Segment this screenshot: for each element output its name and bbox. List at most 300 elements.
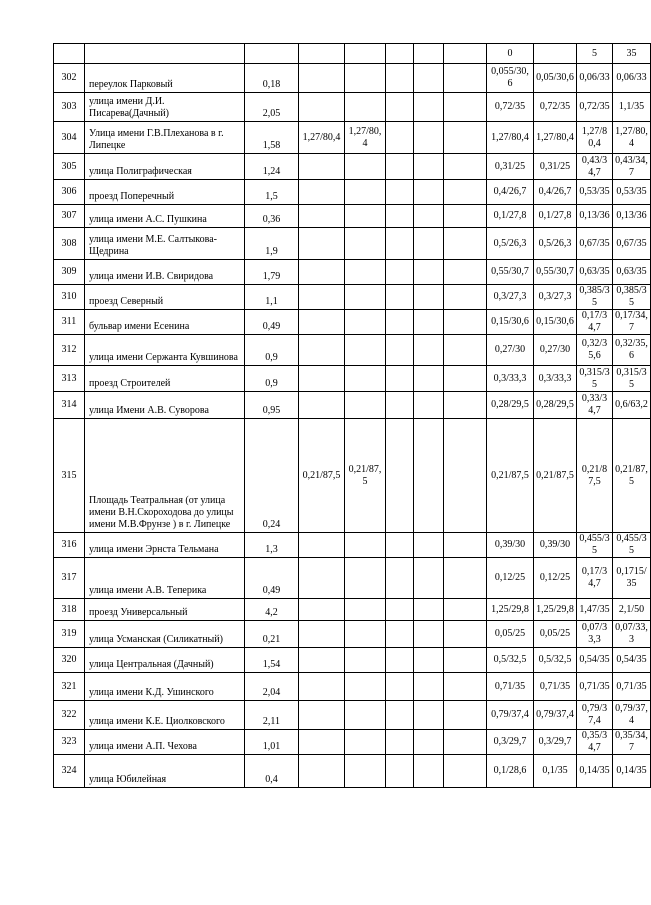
value-cell-c1 (299, 533, 345, 558)
value-cell-c5 (444, 335, 487, 366)
length-cell: 0,9 (245, 366, 299, 392)
value-cell-c6: 0,72/35 (487, 93, 534, 122)
value-cell-c9: 1,27/80,4 (613, 122, 651, 154)
value-cell-c6: 0,21/87,5 (487, 419, 534, 533)
row-number-cell: 321 (54, 673, 85, 701)
value-cell-c3 (386, 673, 414, 701)
value-cell-c5 (444, 260, 487, 285)
row-number-cell: 305 (54, 154, 85, 180)
length-cell: 0,24 (245, 419, 299, 533)
value-cell-c1 (299, 64, 345, 93)
value-cell-c8: 0,14/35 (577, 755, 613, 788)
value-cell-c3 (386, 310, 414, 335)
value-cell-c1 (299, 285, 345, 310)
street-name-cell: улица имени Сержанта Кувшинова (85, 335, 245, 366)
value-cell-c3 (386, 599, 414, 621)
value-cell-c5 (444, 392, 487, 419)
value-cell-c4 (414, 701, 444, 730)
value-cell-c8: 5 (577, 44, 613, 64)
length-cell: 1,01 (245, 730, 299, 755)
value-cell-c3 (386, 260, 414, 285)
value-cell-c4 (414, 285, 444, 310)
value-cell-c3 (386, 730, 414, 755)
value-cell-c9: 0,17/34,7 (613, 310, 651, 335)
row-number-cell: 318 (54, 599, 85, 621)
table-row (54, 260, 651, 285)
length-cell: 0,36 (245, 205, 299, 228)
value-cell-c1 (299, 154, 345, 180)
value-cell-c6: 0,28/29,5 (487, 392, 534, 419)
length-cell: 1,9 (245, 228, 299, 260)
value-cell-c7: 0,5/32,5 (534, 648, 577, 673)
value-cell-c7: 1,27/80,4 (534, 122, 577, 154)
value-cell-c9: 0,79/37,4 (613, 701, 651, 730)
value-cell-c3 (386, 366, 414, 392)
value-cell-c9: 0,53/35 (613, 180, 651, 205)
value-cell-c8: 0,17/34,7 (577, 558, 613, 599)
value-cell-c6: 0,39/30 (487, 533, 534, 558)
value-cell-c4 (414, 366, 444, 392)
value-cell-c6: 0,55/30,7 (487, 260, 534, 285)
length-cell: 1,79 (245, 260, 299, 285)
table-row (54, 64, 651, 93)
value-cell-c3 (386, 755, 414, 788)
length-cell: 1,24 (245, 154, 299, 180)
street-name-cell: проезд Универсальный (85, 599, 245, 621)
value-cell-c5 (444, 64, 487, 93)
value-cell-c8: 0,71/35 (577, 673, 613, 701)
value-cell-c7: 0,5/26,3 (534, 228, 577, 260)
value-cell-c4 (414, 755, 444, 788)
table-row (54, 533, 651, 558)
value-cell-c5 (444, 285, 487, 310)
street-name-cell: улица имени К.Е. Циолковского (85, 701, 245, 730)
street-name-cell: улица имени Эрнста Тельмана (85, 533, 245, 558)
value-cell-c9: 0,06/33 (613, 64, 651, 93)
value-cell-c9: 1,1/35 (613, 93, 651, 122)
value-cell-c6: 0,12/25 (487, 558, 534, 599)
value-cell-c5 (444, 154, 487, 180)
value-cell-c6: 0,1/28,6 (487, 755, 534, 788)
value-cell-c9: 0,315/35 (613, 366, 651, 392)
table-row (54, 93, 651, 122)
value-cell-c9: 0,6/63,2 (613, 392, 651, 419)
length-cell: 1,58 (245, 122, 299, 154)
value-cell-c8: 0,17/34,7 (577, 310, 613, 335)
value-cell-c2 (345, 260, 386, 285)
value-cell-c5 (444, 533, 487, 558)
road-table (53, 43, 651, 788)
table-row (54, 730, 651, 755)
value-cell-c2 (345, 205, 386, 228)
value-cell-c4 (414, 180, 444, 205)
value-cell-c8: 0,07/33,3 (577, 621, 613, 648)
value-cell-c1 (299, 730, 345, 755)
street-name-cell: улица имени А.С. Пушкина (85, 205, 245, 228)
value-cell-c1: 1,27/80,4 (299, 122, 345, 154)
value-cell-c4 (414, 533, 444, 558)
row-number-cell: 308 (54, 228, 85, 260)
value-cell-c2 (345, 154, 386, 180)
row-number-cell: 320 (54, 648, 85, 673)
street-name-cell: проезд Поперечный (85, 180, 245, 205)
table-row (54, 310, 651, 335)
value-cell-c2 (345, 392, 386, 419)
value-cell-c3 (386, 533, 414, 558)
value-cell-c7: 0,05/30,6 (534, 64, 577, 93)
value-cell-c8: 0,67/35 (577, 228, 613, 260)
value-cell-c7: 0,21/87,5 (534, 419, 577, 533)
table-row (54, 44, 651, 64)
value-cell-c1 (299, 701, 345, 730)
row-number-cell (54, 44, 85, 64)
value-cell-c2 (345, 44, 386, 64)
table-row (54, 673, 651, 701)
value-cell-c9: 0,385/35 (613, 285, 651, 310)
table-row (54, 366, 651, 392)
value-cell-c9: 0,21/87,5 (613, 419, 651, 533)
value-cell-c4 (414, 673, 444, 701)
value-cell-c6: 0,4/26,7 (487, 180, 534, 205)
length-cell: 0,9 (245, 335, 299, 366)
value-cell-c1 (299, 44, 345, 64)
value-cell-c4 (414, 44, 444, 64)
value-cell-c7: 0,28/29,5 (534, 392, 577, 419)
value-cell-c2 (345, 335, 386, 366)
value-cell-c5 (444, 228, 487, 260)
value-cell-c1 (299, 558, 345, 599)
value-cell-c9: 0,71/35 (613, 673, 651, 701)
value-cell-c9: 0,32/35,6 (613, 335, 651, 366)
row-number-cell: 309 (54, 260, 85, 285)
value-cell-c3 (386, 228, 414, 260)
length-cell: 2,04 (245, 673, 299, 701)
value-cell-c2 (345, 621, 386, 648)
length-cell: 0,4 (245, 755, 299, 788)
value-cell-c4 (414, 260, 444, 285)
value-cell-c7: 0,05/25 (534, 621, 577, 648)
value-cell-c5 (444, 755, 487, 788)
length-cell: 2,11 (245, 701, 299, 730)
street-name-cell: улица имени М.Е. Салтыкова-Щедрина (85, 228, 245, 260)
value-cell-c2 (345, 599, 386, 621)
length-cell: 1,1 (245, 285, 299, 310)
value-cell-c8: 0,315/35 (577, 366, 613, 392)
value-cell-c8: 0,32/35,6 (577, 335, 613, 366)
street-name-cell: улица имени Д.И. Писарева(Дачный) (85, 93, 245, 122)
value-cell-c8: 0,63/35 (577, 260, 613, 285)
value-cell-c6: 0,27/30 (487, 335, 534, 366)
value-cell-c9: 0,14/35 (613, 755, 651, 788)
length-cell: 2,05 (245, 93, 299, 122)
length-cell: 0,95 (245, 392, 299, 419)
value-cell-c2 (345, 701, 386, 730)
value-cell-c3 (386, 558, 414, 599)
length-cell: 0,49 (245, 558, 299, 599)
row-number-cell: 319 (54, 621, 85, 648)
street-name-cell: проезд Строителей (85, 366, 245, 392)
value-cell-c9: 2,1/50 (613, 599, 651, 621)
value-cell-c6: 1,25/29,8 (487, 599, 534, 621)
value-cell-c1 (299, 673, 345, 701)
value-cell-c8: 0,06/33 (577, 64, 613, 93)
value-cell-c3 (386, 44, 414, 64)
value-cell-c2 (345, 180, 386, 205)
row-number-cell: 306 (54, 180, 85, 205)
value-cell-c9: 0,35/34,7 (613, 730, 651, 755)
street-name-cell: улица Центральная (Дачный) (85, 648, 245, 673)
value-cell-c8: 0,455/35 (577, 533, 613, 558)
value-cell-c3 (386, 64, 414, 93)
value-cell-c2 (345, 310, 386, 335)
value-cell-c8: 0,21/87,5 (577, 419, 613, 533)
value-cell-c5 (444, 44, 487, 64)
value-cell-c2: 0,21/87,5 (345, 419, 386, 533)
value-cell-c3 (386, 701, 414, 730)
value-cell-c9: 0,07/33,3 (613, 621, 651, 648)
row-number-cell: 315 (54, 419, 85, 533)
value-cell-c4 (414, 205, 444, 228)
value-cell-c6: 0,5/26,3 (487, 228, 534, 260)
value-cell-c3 (386, 122, 414, 154)
value-cell-c3 (386, 335, 414, 366)
value-cell-c7 (534, 44, 577, 64)
value-cell-c5 (444, 648, 487, 673)
street-name-cell: бульвар имени Есенина (85, 310, 245, 335)
value-cell-c6: 0,05/25 (487, 621, 534, 648)
table-row (54, 599, 651, 621)
value-cell-c4 (414, 64, 444, 93)
value-cell-c6: 0,3/27,3 (487, 285, 534, 310)
table-row (54, 228, 651, 260)
value-cell-c1 (299, 260, 345, 285)
table-row (54, 392, 651, 419)
value-cell-c4 (414, 122, 444, 154)
value-cell-c6: 0,15/30,6 (487, 310, 534, 335)
value-cell-c7: 1,25/29,8 (534, 599, 577, 621)
value-cell-c4 (414, 228, 444, 260)
value-cell-c7: 0,3/29,7 (534, 730, 577, 755)
value-cell-c1 (299, 599, 345, 621)
street-name-cell: улица имени И.В. Свиридова (85, 260, 245, 285)
value-cell-c8: 0,72/35 (577, 93, 613, 122)
value-cell-c2: 1,27/80,4 (345, 122, 386, 154)
value-cell-c3 (386, 180, 414, 205)
value-cell-c7: 0,3/33,3 (534, 366, 577, 392)
value-cell-c7: 0,39/30 (534, 533, 577, 558)
value-cell-c2 (345, 366, 386, 392)
value-cell-c6: 0 (487, 44, 534, 64)
value-cell-c8: 0,54/35 (577, 648, 613, 673)
value-cell-c2 (345, 730, 386, 755)
value-cell-c5 (444, 93, 487, 122)
value-cell-c6: 0,3/33,3 (487, 366, 534, 392)
street-name-cell: Улица имени Г.В.Плеханова в г. Липецке (85, 122, 245, 154)
value-cell-c6: 0,79/37,4 (487, 701, 534, 730)
value-cell-c3 (386, 621, 414, 648)
street-name-cell: улица Усманская (Силикатный) (85, 621, 245, 648)
value-cell-c6: 0,31/25 (487, 154, 534, 180)
street-name-cell: переулок Парковый (85, 64, 245, 93)
length-cell: 0,18 (245, 64, 299, 93)
value-cell-c3 (386, 285, 414, 310)
value-cell-c4 (414, 621, 444, 648)
value-cell-c7: 0,79/37,4 (534, 701, 577, 730)
value-cell-c5 (444, 730, 487, 755)
value-cell-c7: 0,31/25 (534, 154, 577, 180)
value-cell-c5 (444, 180, 487, 205)
table-row (54, 558, 651, 599)
row-number-cell: 316 (54, 533, 85, 558)
value-cell-c9: 0,67/35 (613, 228, 651, 260)
value-cell-c2 (345, 648, 386, 673)
value-cell-c6: 0,1/27,8 (487, 205, 534, 228)
row-number-cell: 311 (54, 310, 85, 335)
value-cell-c2 (345, 533, 386, 558)
row-number-cell: 302 (54, 64, 85, 93)
table-row (54, 621, 651, 648)
street-name-cell: проезд Северный (85, 285, 245, 310)
value-cell-c6: 0,3/29,7 (487, 730, 534, 755)
value-cell-c8: 0,35/34,7 (577, 730, 613, 755)
value-cell-c4 (414, 599, 444, 621)
length-cell: 4,2 (245, 599, 299, 621)
table-row (54, 122, 651, 154)
value-cell-c8: 0,13/36 (577, 205, 613, 228)
table-row (54, 648, 651, 673)
value-cell-c4 (414, 154, 444, 180)
value-cell-c7: 0,72/35 (534, 93, 577, 122)
value-cell-c7: 0,71/35 (534, 673, 577, 701)
length-cell: 0,21 (245, 621, 299, 648)
value-cell-c6: 0,5/32,5 (487, 648, 534, 673)
row-number-cell: 312 (54, 335, 85, 366)
table-row (54, 419, 651, 533)
value-cell-c4 (414, 93, 444, 122)
value-cell-c3 (386, 419, 414, 533)
value-cell-c5 (444, 122, 487, 154)
street-name-cell: улица Полиграфическая (85, 154, 245, 180)
table-row (54, 335, 651, 366)
value-cell-c9: 0,455/35 (613, 533, 651, 558)
value-cell-c5 (444, 366, 487, 392)
value-cell-c8: 0,79/37,4 (577, 701, 613, 730)
table-row (54, 701, 651, 730)
value-cell-c7: 0,27/30 (534, 335, 577, 366)
row-number-cell: 323 (54, 730, 85, 755)
row-number-cell: 322 (54, 701, 85, 730)
value-cell-c9: 0,63/35 (613, 260, 651, 285)
table-row (54, 205, 651, 228)
value-cell-c8: 0,53/35 (577, 180, 613, 205)
value-cell-c1 (299, 205, 345, 228)
value-cell-c3 (386, 392, 414, 419)
value-cell-c7: 0,15/30,6 (534, 310, 577, 335)
value-cell-c8: 0,33/34,7 (577, 392, 613, 419)
street-name-cell: улица Имени А.В. Суворова (85, 392, 245, 419)
length-cell: 0,49 (245, 310, 299, 335)
value-cell-c7: 0,12/25 (534, 558, 577, 599)
value-cell-c4 (414, 558, 444, 599)
value-cell-c3 (386, 205, 414, 228)
value-cell-c2 (345, 558, 386, 599)
street-name-cell: улица Юбилейная (85, 755, 245, 788)
value-cell-c1 (299, 366, 345, 392)
value-cell-c4 (414, 419, 444, 533)
value-cell-c1: 0,21/87,5 (299, 419, 345, 533)
value-cell-c9: 0,1715/35 (613, 558, 651, 599)
value-cell-c5 (444, 701, 487, 730)
value-cell-c2 (345, 673, 386, 701)
table-row (54, 180, 651, 205)
value-cell-c4 (414, 335, 444, 366)
value-cell-c7: 0,1/27,8 (534, 205, 577, 228)
table-row (54, 154, 651, 180)
value-cell-c8: 0,43/34,7 (577, 154, 613, 180)
value-cell-c2 (345, 64, 386, 93)
value-cell-c5 (444, 599, 487, 621)
value-cell-c8: 1,47/35 (577, 599, 613, 621)
value-cell-c4 (414, 648, 444, 673)
value-cell-c7: 0,1/35 (534, 755, 577, 788)
value-cell-c1 (299, 310, 345, 335)
value-cell-c1 (299, 180, 345, 205)
row-number-cell: 314 (54, 392, 85, 419)
value-cell-c1 (299, 621, 345, 648)
table-row (54, 285, 651, 310)
value-cell-c1 (299, 93, 345, 122)
value-cell-c1 (299, 755, 345, 788)
value-cell-c5 (444, 310, 487, 335)
table-row (54, 755, 651, 788)
value-cell-c2 (345, 755, 386, 788)
street-name-cell (85, 44, 245, 64)
street-name-cell: улица имени К.Д. Ушинского (85, 673, 245, 701)
value-cell-c6: 0,055/30,6 (487, 64, 534, 93)
row-number-cell: 303 (54, 93, 85, 122)
value-cell-c8: 1,27/80,4 (577, 122, 613, 154)
row-number-cell: 324 (54, 755, 85, 788)
value-cell-c2 (345, 285, 386, 310)
value-cell-c7: 0,3/27,3 (534, 285, 577, 310)
value-cell-c1 (299, 392, 345, 419)
row-number-cell: 307 (54, 205, 85, 228)
length-cell: 1,5 (245, 180, 299, 205)
length-cell: 1,54 (245, 648, 299, 673)
value-cell-c3 (386, 93, 414, 122)
value-cell-c2 (345, 228, 386, 260)
value-cell-c6: 0,71/35 (487, 673, 534, 701)
value-cell-c9: 0,13/36 (613, 205, 651, 228)
value-cell-c5 (444, 673, 487, 701)
value-cell-c5 (444, 558, 487, 599)
row-number-cell: 310 (54, 285, 85, 310)
value-cell-c4 (414, 392, 444, 419)
street-name-cell: Площадь Театральная (от улица имени В.Н.Скороходова до улицы имени М.В.Фрунзе ) в г. Липецке (85, 419, 245, 533)
row-number-cell: 313 (54, 366, 85, 392)
row-number-cell: 304 (54, 122, 85, 154)
street-name-cell: улица имени А.П. Чехова (85, 730, 245, 755)
value-cell-c9: 35 (613, 44, 651, 64)
value-cell-c5 (444, 621, 487, 648)
value-cell-c8: 0,385/35 (577, 285, 613, 310)
value-cell-c5 (444, 419, 487, 533)
length-cell (245, 44, 299, 64)
value-cell-c3 (386, 648, 414, 673)
value-cell-c6: 1,27/80,4 (487, 122, 534, 154)
value-cell-c1 (299, 648, 345, 673)
value-cell-c3 (386, 154, 414, 180)
